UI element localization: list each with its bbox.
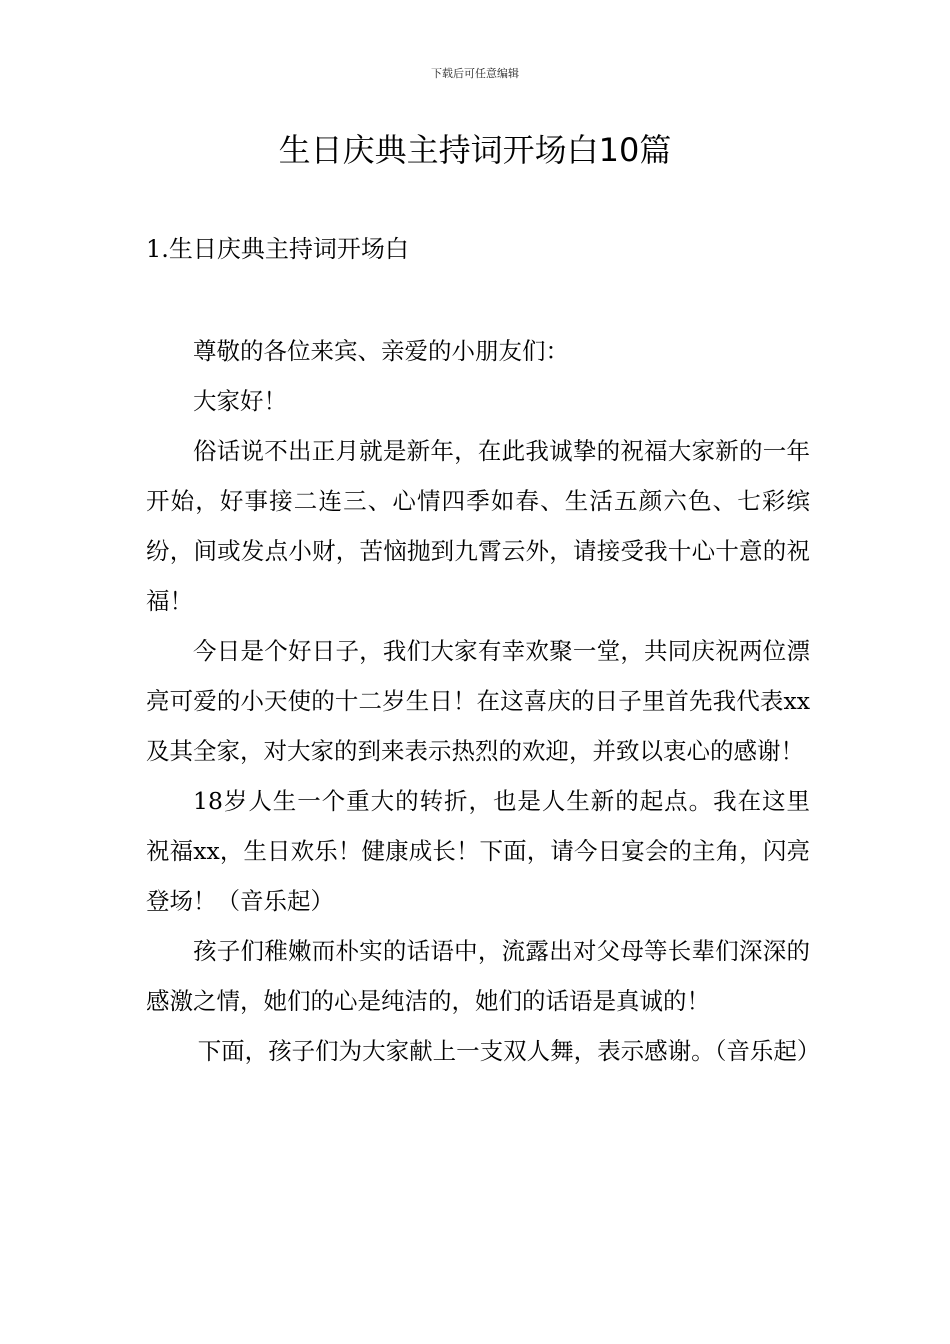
paragraph-celebration: 今日是个好日子，我们大家有幸欢聚一堂，共同庆祝两位漂亮可爱的小天使的十二岁生日！在这喜庆的日子里首先我代表xx及其全家，对大家的到来表示热烈的欢迎，并致以衷心的感谢！ bbox=[146, 637, 810, 765]
paragraph-greeting: 尊敬的各位来宾、亲爱的小朋友们： bbox=[193, 337, 569, 365]
section-heading: 1.生日庆典主持词开场白 bbox=[146, 235, 409, 263]
paragraph-turning-point: 18岁人生一个重大的转折，也是人生新的起点。我在这里祝福xx，生日欢乐！健康成长！下面，请今日宴会的主角，闪亮登场！（音乐起） bbox=[146, 787, 810, 915]
paragraph-hello: 大家好！ bbox=[193, 387, 287, 415]
header-note: 下载后可任意编辑 bbox=[431, 67, 519, 80]
paragraph-dance: 下面，孩子们为大家献上一支双人舞，表示感谢。（音乐起） bbox=[197, 1037, 821, 1065]
paragraph-new-year-wishes: 俗话说不出正月就是新年，在此我诚挚的祝福大家新的一年开始，好事接二连三、心情四季如春、生活五颜六色、七彩缤纷，间或发点小财，苦恼抛到九霄云外，请接受我十心十意的祝福！ bbox=[146, 437, 810, 615]
document-title: 生日庆典主持词开场白10篇 bbox=[278, 131, 672, 169]
paragraph-children-words: 孩子们稚嫩而朴实的话语中，流露出对父母等长辈们深深的感激之情，她们的心是纯洁的，她们的话语是真诚的！ bbox=[146, 937, 810, 1015]
body-text bbox=[146, 326, 821, 1076]
